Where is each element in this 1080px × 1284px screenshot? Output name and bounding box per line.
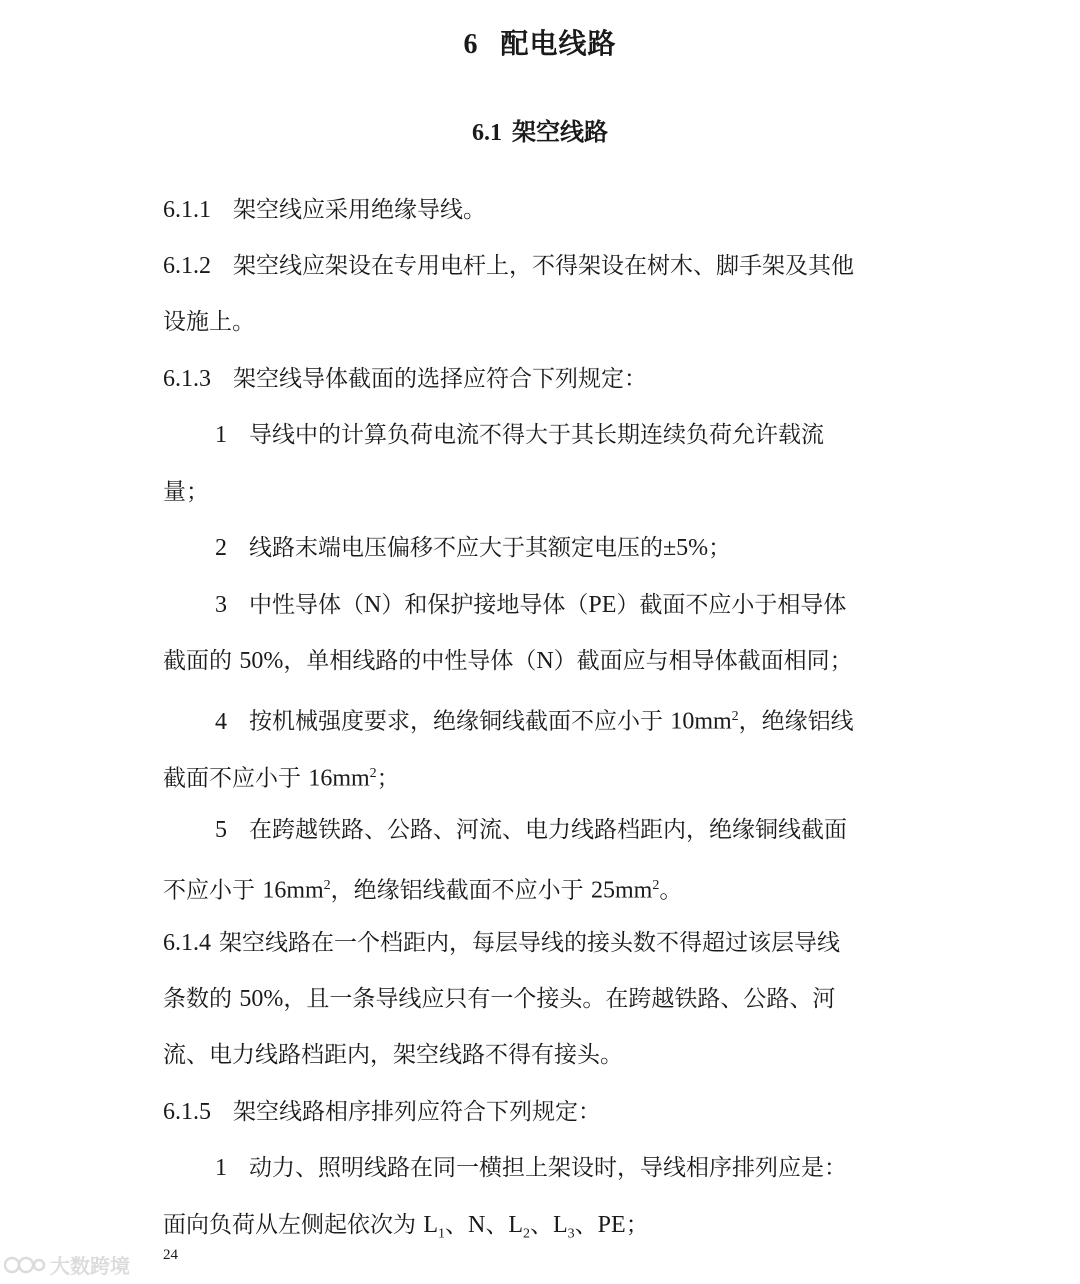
superscript: 2 [369, 766, 377, 781]
subscript: 3 [567, 1226, 575, 1242]
item-text: 按机械强度要求，绝缘铜线截面不应小于 [249, 708, 671, 735]
clause-6-1-2 [163, 251, 854, 281]
item-6-1-3-3-cont [163, 646, 853, 676]
item-text: 量； [163, 479, 209, 505]
clause-number: 6.1.2 [163, 253, 211, 279]
phase-label: L [423, 1212, 438, 1238]
item-text-latin: 16mm [262, 877, 324, 904]
clause-text: 流、电力线路档距内，架空线路不得有接头。 [163, 1042, 623, 1068]
separator: 、 [530, 1212, 553, 1238]
clause-text: ，且一条导线应只有一个接头。在跨越铁路、公路、河 [283, 986, 836, 1012]
item-6-1-3-2 [215, 533, 731, 563]
item-text: 截面不应小于 [163, 765, 309, 792]
item-number: 3 [215, 592, 227, 618]
superscript: 2 [652, 878, 660, 893]
item-text: 导线中的计算负荷电流不得大于其长期连续负荷允许载流 [249, 422, 824, 448]
item-6-1-3-5 [215, 815, 847, 845]
clause-text-latin: 50% [239, 986, 284, 1012]
subscript: 1 [437, 1226, 445, 1242]
clause-number: 6.1.4 [163, 930, 211, 956]
watermark [4, 1250, 130, 1279]
item-text-latin: 50% [239, 648, 284, 674]
watermark-logo-icon [4, 1253, 46, 1277]
item-text: 截面的 [163, 648, 240, 674]
section-number: 6.1 [472, 120, 502, 146]
clause-text: 设施上。 [163, 309, 255, 335]
chapter-number: 6 [463, 29, 479, 60]
item-6-1-5-1 [215, 1153, 847, 1183]
item-text: ）截面不应小于相导体 [616, 592, 847, 618]
phase-label: PE [597, 1212, 626, 1238]
separator: 、 [485, 1212, 509, 1238]
item-6-1-3-3 [215, 590, 846, 620]
section-title [0, 112, 1080, 147]
item-text: ）和保护接地导体（ [381, 592, 589, 618]
phase-label: L [553, 1212, 568, 1238]
item-punct: ； [708, 535, 732, 561]
item-text: ）截面应与相导体截面相同； [553, 648, 853, 674]
clause-6-1-1 [163, 195, 486, 225]
item-6-1-3-4-cont [163, 759, 400, 794]
separator: 、 [574, 1212, 598, 1238]
item-6-1-3-1 [215, 420, 824, 450]
clause-text: 架空线应架设在专用电杆上，不得架设在树木、脚手架及其他 [233, 253, 854, 279]
item-text-latin: N [364, 592, 382, 618]
item-text-latin: 25mm [590, 877, 653, 904]
clause-6-1-3 [163, 364, 647, 394]
superscript: 2 [323, 878, 331, 893]
chapter-title-text: 配电线路 [500, 27, 617, 60]
item-text-latin: 16mm [308, 765, 370, 792]
item-6-1-3-1-cont [163, 477, 209, 507]
item-text: ，绝缘铝线截面不应小于 [330, 877, 591, 904]
item-number: 2 [215, 535, 227, 561]
item-text: ，绝缘铝线 [738, 708, 854, 735]
item-text: ； [376, 765, 400, 792]
item-text: 面向负荷从左侧起依次为 [163, 1212, 424, 1238]
clause-text: 架空线导体截面的选择应符合下列规定： [233, 366, 647, 392]
clause-text: 条数的 [163, 986, 240, 1012]
chapter-title [0, 22, 1080, 62]
item-6-1-3-5-cont [163, 871, 682, 906]
item-text: ，单相线路的中性导体（ [283, 648, 537, 674]
clause-number: 6.1.3 [163, 366, 211, 392]
superscript: 2 [731, 709, 739, 724]
item-text-latin: 10mm [670, 708, 732, 735]
item-text: 在跨越铁路、公路、河流、电力线路档距内，绝缘铜线截面 [249, 817, 847, 843]
clause-text: 架空线应采用绝缘导线。 [233, 197, 486, 223]
item-number: 1 [215, 422, 227, 448]
clause-6-1-4-cont2 [163, 1040, 623, 1070]
separator: ； [625, 1212, 649, 1238]
item-text: 。 [659, 877, 683, 904]
section-title-text: 架空线路 [512, 117, 608, 146]
item-6-1-3-4 [215, 702, 854, 737]
item-value: ±5% [663, 535, 709, 561]
clause-text: 架空线路相序排列应符合下列规定： [233, 1099, 601, 1125]
item-text: 不应小于 [163, 877, 263, 904]
item-text-latin: PE [588, 592, 617, 618]
watermark-text: 大数跨境 [50, 1254, 130, 1278]
clause-6-1-4 [163, 928, 840, 958]
item-number: 5 [215, 817, 227, 843]
item-6-1-5-1-cont [163, 1210, 649, 1250]
item-number: 4 [215, 708, 227, 735]
item-text: 线路末端电压偏移不应大于其额定电压的 [249, 535, 663, 561]
separator: 、 [444, 1212, 468, 1238]
item-text: 中性导体（ [249, 592, 364, 618]
clause-6-1-4-cont [163, 984, 835, 1014]
clause-number: 6.1.5 [163, 1099, 211, 1125]
clause-6-1-5 [163, 1097, 601, 1127]
phase-label: L [508, 1212, 523, 1238]
clause-6-1-2-cont [163, 307, 255, 337]
item-text: 动力、照明线路在同一横担上架设时，导线相序排列应是： [249, 1155, 847, 1181]
item-number: 1 [215, 1155, 227, 1181]
clause-number: 6.1.1 [163, 197, 211, 223]
subscript: 2 [523, 1226, 530, 1242]
clause-text: 架空线路在一个档距内，每层导线的接头数不得超过该层导线 [219, 930, 840, 956]
page-number: 24 [163, 1247, 178, 1263]
phase-label: N [467, 1212, 486, 1238]
item-text-latin: N [536, 648, 554, 674]
